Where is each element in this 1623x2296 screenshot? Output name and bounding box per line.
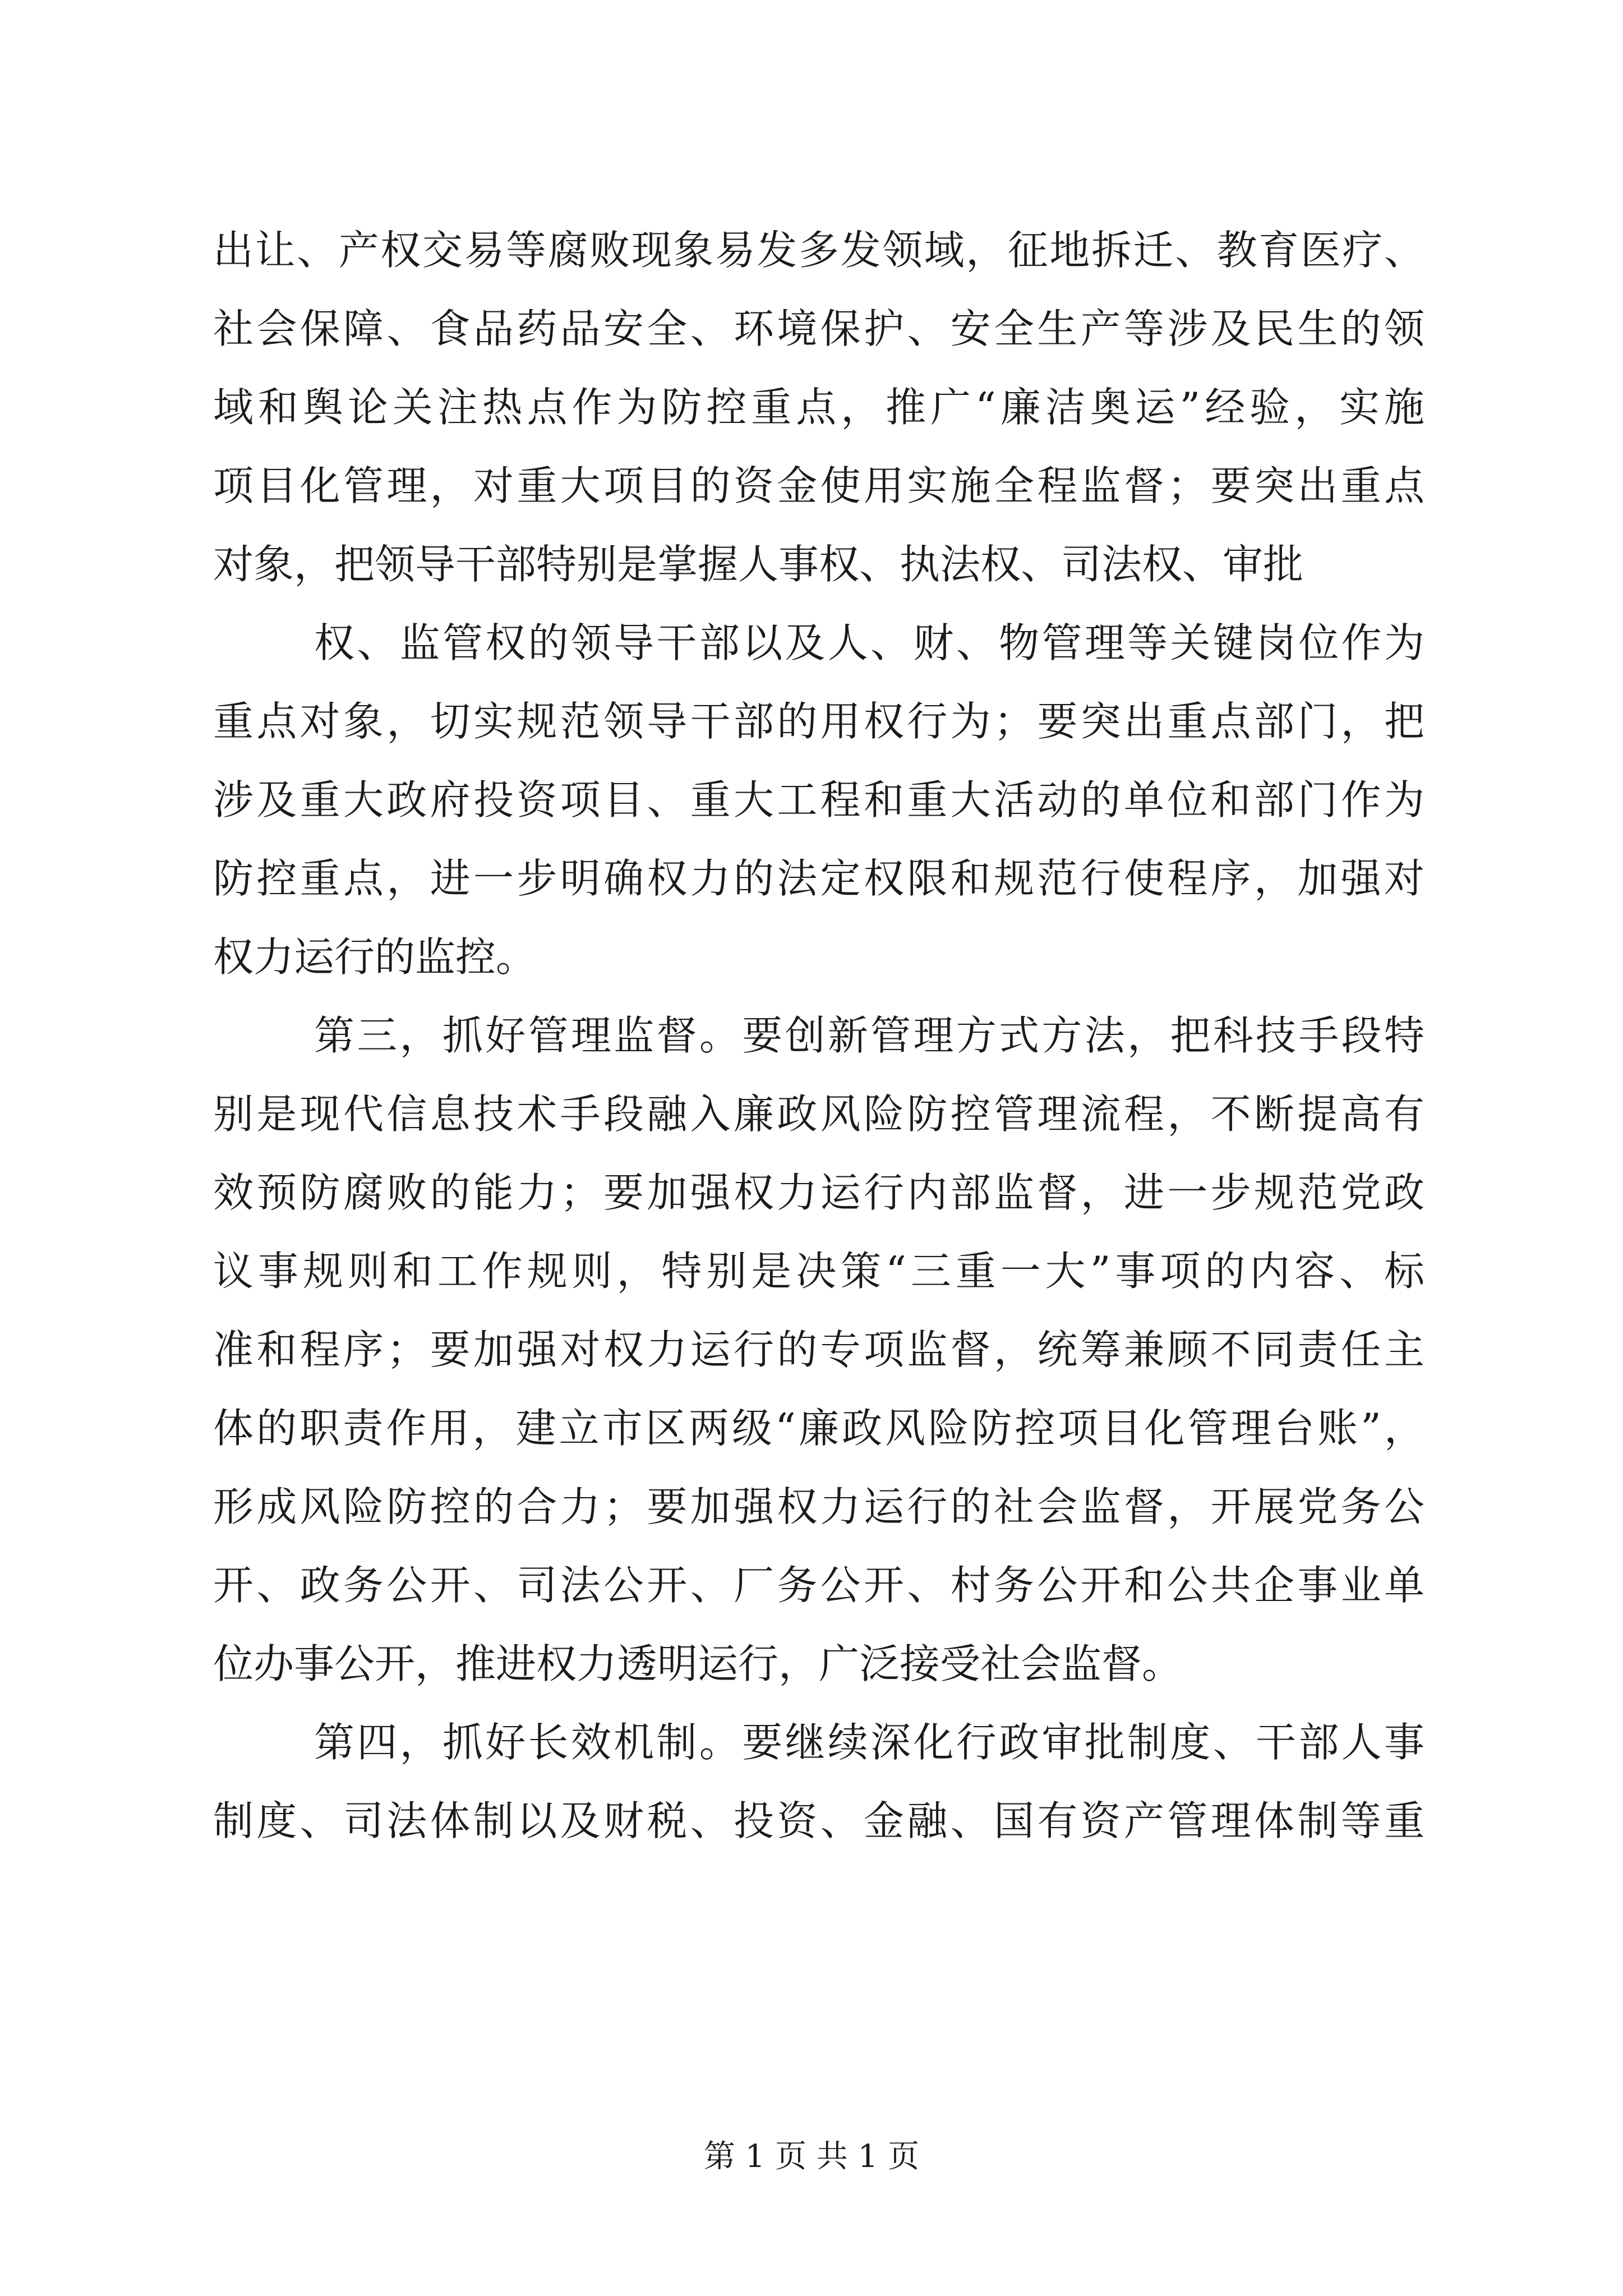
text-line: 出让、产权交易等腐败现象易发多发领域，征地拆迁、教育医疗、 bbox=[213, 227, 1424, 274]
text-line: 对象，把领导干部特别是掌握人事权、执法权、司法权、审批 bbox=[213, 541, 1304, 588]
text-line: 准和程序；要加强对权力运行的专项监督，统筹兼顾不同责任主 bbox=[213, 1326, 1424, 1373]
text-line: 制度、司法体制以及财税、投资、金融、国有资产管理体制等重 bbox=[213, 1797, 1424, 1844]
text-line: 权力运行的监控。 bbox=[213, 933, 537, 981]
text-line: 开、政务公开、司法公开、厂务公开、村务公开和公共企事业单 bbox=[213, 1562, 1424, 1609]
text-line: 形成风险防控的合力；要加强权力运行的社会监督，开展党务公 bbox=[213, 1483, 1424, 1530]
text-line: 议事规则和工作规则，特别是决策“三重一大”事项的内容、标 bbox=[213, 1248, 1424, 1295]
text-line: 效预防腐败的能力；要加强权力运行内部监督，进一步规范党政 bbox=[213, 1169, 1424, 1216]
text-line: 防控重点，进一步明确权力的法定权限和规范行使程序，加强对 bbox=[213, 855, 1424, 902]
text-line: 权、监管权的领导干部以及人、财、物管理等关键岗位作为 bbox=[314, 619, 1424, 666]
page-number-footer: 第 1 页 共 1 页 bbox=[703, 2138, 920, 2175]
text-line: 第四，抓好长效机制。要继续深化行政审批制度、干部人事 bbox=[314, 1719, 1424, 1766]
text-line: 域和舆论关注热点作为防控重点，推广“廉洁奥运”经验，实施 bbox=[213, 384, 1424, 431]
text-line: 第三，抓好管理监督。要创新管理方式方法，把科技手段特 bbox=[314, 1012, 1424, 1059]
text-line: 体的职责作用，建立市区两级“廉政风险防控项目化管理台账”， bbox=[213, 1405, 1424, 1452]
text-line: 涉及重大政府投资项目、重大工程和重大活动的单位和部门作为 bbox=[213, 776, 1424, 823]
document-body bbox=[213, 211, 1424, 1860]
text-line: 社会保障、食品药品安全、环境保护、安全生产等涉及民生的领 bbox=[213, 305, 1424, 352]
text-line: 别是现代信息技术手段融入廉政风险防控管理流程，不断提高有 bbox=[213, 1091, 1424, 1138]
text-line: 项目化管理，对重大项目的资金使用实施全程监督；要突出重点 bbox=[213, 462, 1424, 509]
text-line: 位办事公开，推进权力透明运行，广泛接受社会监督。 bbox=[213, 1640, 1183, 1687]
text-line: 重点对象，切实规范领导干部的用权行为；要突出重点部门，把 bbox=[213, 698, 1424, 745]
